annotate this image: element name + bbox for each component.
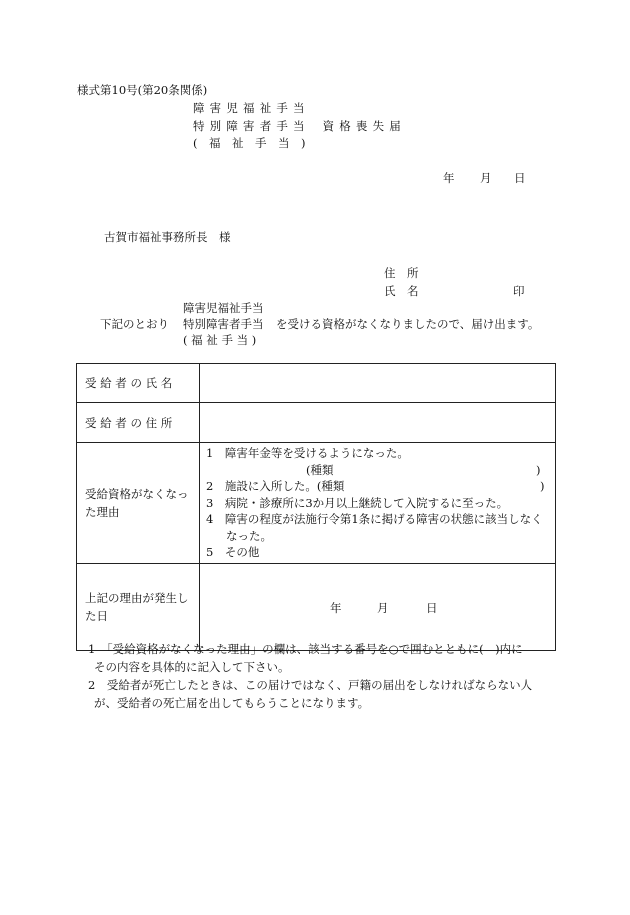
occurrence-day: 日 (426, 600, 438, 615)
statement-option-1: 障害児福祉手当 (183, 301, 264, 315)
reason-item-4[interactable] (206, 511, 549, 528)
name-label: 氏 名 (384, 284, 419, 298)
reason-4-text-a: 障害の程度が法施行令第1条に掲げる障害の状態に該当しなく (224, 512, 543, 526)
address-label: 住 所 (384, 266, 419, 280)
recipient-name-label: 受 給 者 の 氏 名 (77, 364, 200, 403)
date-month: 月 (480, 171, 492, 185)
reason-5-text: その他 (224, 545, 260, 559)
reason-label: 受給資格がなくなった理由 (77, 443, 200, 564)
reason-5-number: 5 (206, 545, 214, 559)
row-recipient-address (77, 403, 556, 443)
reason-2-kind-close: ) (540, 479, 545, 493)
reason-1-kind-open: (種類 (306, 462, 334, 477)
statement-option-3: ( 福 祉 手 当 ) (183, 333, 257, 347)
occurrence-year: 年 (330, 600, 342, 615)
note-1-text-a: 「受給資格がなくなった理由」の欄は、該当する番号を○で囲むとともに( )内に (106, 642, 523, 656)
reason-2-text: 施設に入所した。(種類 (224, 479, 345, 493)
reason-4-continued: なった。 (226, 528, 272, 543)
row-recipient-name (77, 364, 556, 403)
date-year: 年 (443, 171, 455, 185)
title-line-2 (193, 118, 406, 134)
note-1-number: 1 (88, 642, 96, 656)
statement-suffix: を受ける資格がなくなりましたので、届け出ます。 (276, 317, 540, 331)
reason-2-number: 2 (206, 479, 214, 493)
occurrence-date-field[interactable] (200, 563, 556, 650)
notes (88, 640, 558, 712)
reason-item-1[interactable] (206, 445, 549, 462)
reason-1-kind-close: ) (536, 462, 541, 477)
recipient-address-label: 受 給 者 の 住 所 (77, 403, 200, 443)
reason-3-text: 病院・診療所に3か月以上継続して入院するに至った。 (224, 495, 509, 510)
title-line-2-allowance: 特別障害者手当 (193, 119, 310, 133)
recipient-address-field[interactable] (200, 403, 556, 443)
statement-prefix: 下記のとおり (100, 317, 169, 331)
occurrence-date-label: 上記の理由が発生した日 (77, 563, 200, 650)
title-line-2-doc: 資格喪失届 (322, 119, 406, 133)
recipient-name-field[interactable] (200, 364, 556, 403)
reason-3-number: 3 (206, 495, 214, 510)
row-reason (77, 443, 556, 564)
form-table (76, 363, 556, 651)
note-2 (88, 676, 558, 694)
reason-1-kind-line (206, 462, 549, 479)
occurrence-month: 月 (377, 600, 389, 615)
seal-mark: 印 (513, 284, 525, 298)
note-2-continued: が、受給者の死亡届を出してもらうことになります。 (94, 696, 370, 710)
title-line-3: ( 福 祉 手 当 ) (193, 136, 306, 150)
form-number: 様式第10号(第20条関係) (77, 83, 208, 97)
reason-item-2[interactable] (206, 478, 549, 495)
reason-4-number: 4 (206, 512, 214, 526)
note-1 (88, 640, 558, 658)
note-2-text-a: 受給者が死亡したときは、この届けではなく、戸籍の届出をしなければならない人 (106, 678, 533, 692)
reason-1-number: 1 (206, 446, 214, 460)
row-occurrence-date (77, 563, 556, 650)
reason-item-3[interactable] (206, 495, 549, 512)
reason-field[interactable] (200, 443, 556, 564)
title-line-1: 障害児福祉手当 (193, 101, 310, 115)
reason-item-5[interactable] (206, 544, 549, 561)
date-day: 日 (514, 171, 526, 185)
note-1-continued: その内容を具体的に記入して下さい。 (94, 660, 290, 674)
note-2-number: 2 (88, 678, 96, 692)
statement-option-2: 特別障害者手当 (183, 317, 264, 331)
addressee: 古賀市福祉事務所長 様 (104, 230, 231, 244)
reason-1-text: 障害年金等を受けるようになった。 (224, 446, 409, 460)
